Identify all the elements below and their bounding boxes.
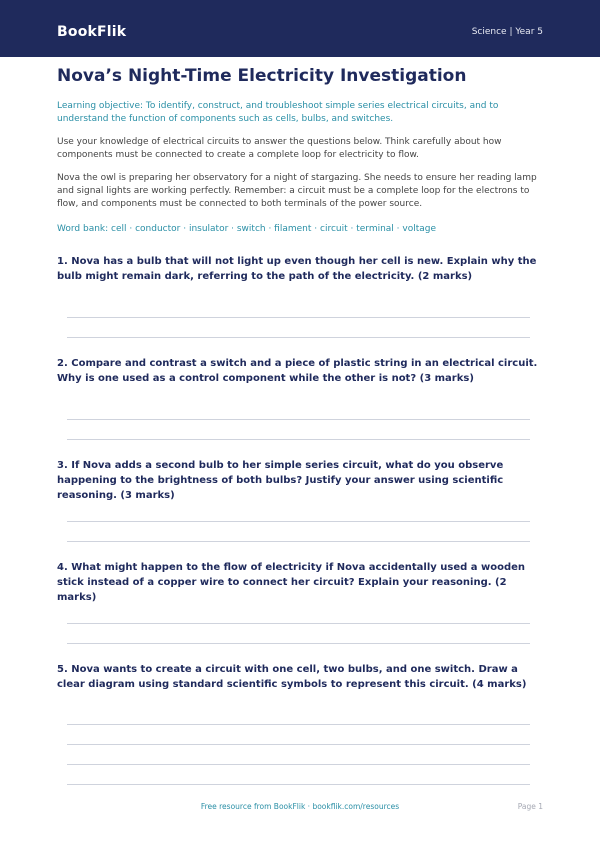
answer-line[interactable] [67,521,530,522]
answer-line[interactable] [67,419,530,420]
footer-link[interactable]: Free resource from BookFlik · bookflik.com/resources [200,802,400,811]
instructions-text: Use your knowledge of electrical circuits to answer the questions below. Think carefully about how components must be connected to create a complete loop for electricity to flow. [57,137,502,160]
answer-line[interactable] [67,784,530,785]
scenario-text: Nova the owl is preparing her observatory for a night of stargazing. She needs to ensure her reading lamp and signal lights are working perfectly. Remember: a circuit must be a complete loop for the electrons to flow, and components must be connected to both terminals of the power source. [57,173,537,209]
answer-line[interactable] [67,337,530,338]
question-2: 2. Compare and contrast a switch and a piece of plastic string in an electrical circuit. Why is one used as a control component while the other is not? (3 marks) [57,358,538,384]
answer-line[interactable] [67,317,530,318]
answer-line[interactable] [67,439,530,440]
answer-line[interactable] [67,724,530,725]
answer-line[interactable] [67,541,530,542]
question-5: 5. Nova wants to create a circuit with one cell, two bulbs, and one switch. Draw a clear diagram using standard scientific symbols to represent this circuit. (4 marks) [57,664,527,690]
brand-logo[interactable]: BookFlik [57,24,127,40]
question-3: 3. If Nova adds a second bulb to her simple series circuit, what do you observe happening to the brightness of both bulbs? Justify your answer using scientific reasoning. (3 marks) [57,460,504,501]
subject-year-label: Science | Year 5 [471,27,543,37]
page-title: Nova’s Night-Time Electricity Investigation [57,66,467,86]
word-bank: Word bank: cell · conductor · insulator · switch · filament · circuit · terminal · voltage [57,224,437,234]
answer-line[interactable] [67,744,530,745]
answer-line[interactable] [67,643,530,644]
page-number: Page 1 [517,802,543,811]
question-4: 4. What might happen to the flow of electricity if Nova accidentally used a wooden stick instead of a copper wire to connect her circuit? Explain your reasoning. (2 marks) [57,562,526,603]
answer-line[interactable] [67,764,530,765]
question-1: 1. Nova has a bulb that will not light up even though her cell is new. Explain why the bulb might remain dark, referring to the path of the electricity. (2 marks) [57,256,537,282]
header-bar [0,0,600,57]
intro-section [57,64,543,236]
learning-objective: Learning objective: To identify, construct, and troubleshoot simple series electrical circuits, and to understand the function of components such as cells, bulbs, and switches. [57,101,499,124]
answer-line[interactable] [67,623,530,624]
